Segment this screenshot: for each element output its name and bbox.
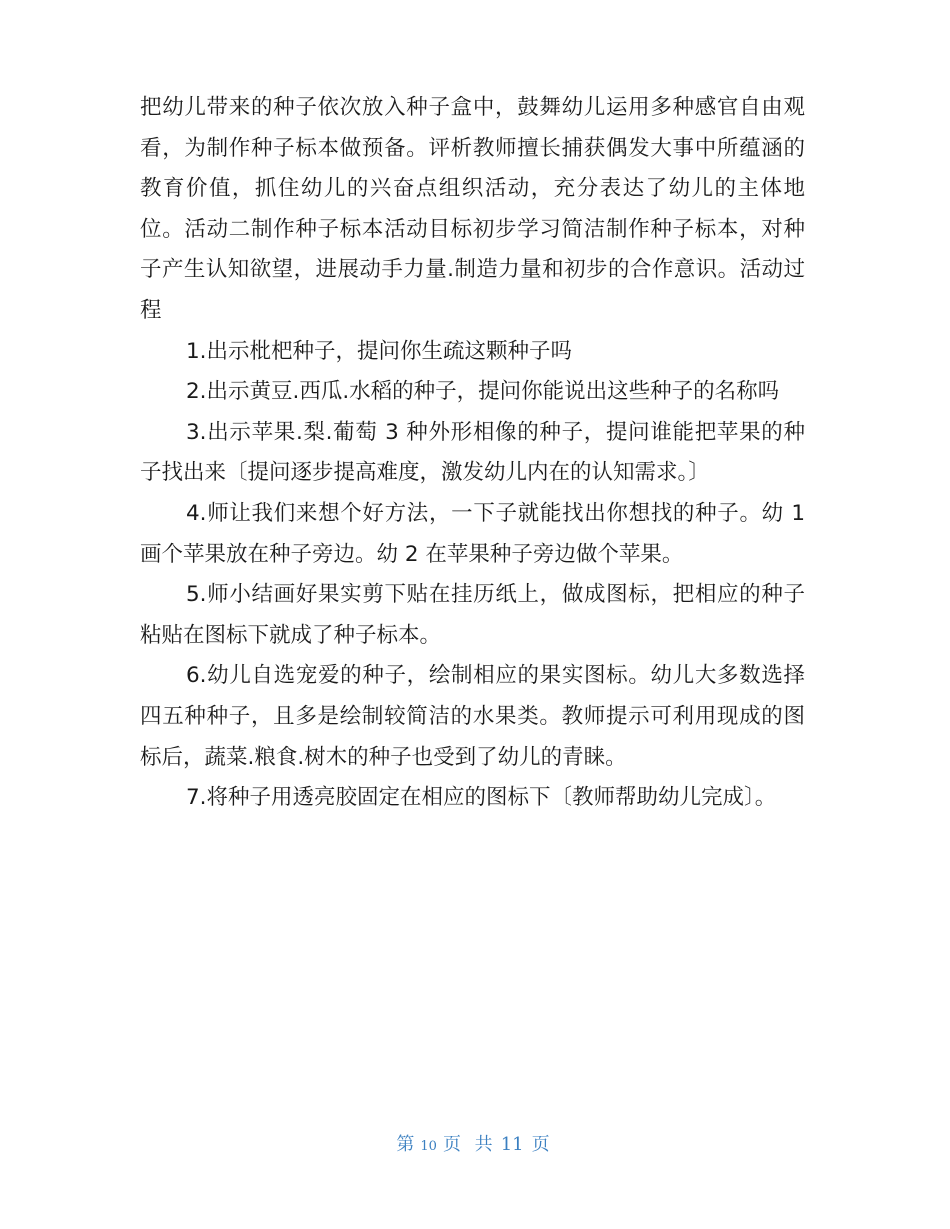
document-body: [140, 88, 805, 819]
footer-middle: 页 共: [442, 1134, 497, 1155]
list-item-2: 2.出示黄豆.西瓜.水稻的种子，提问你能说出这些种子的名称吗: [186, 379, 780, 405]
footer-total-pages: 11: [500, 1134, 524, 1155]
footer-current-page: 10: [420, 1139, 437, 1154]
list-item-4: 4.师让我们来想个好方法，一下子就能找出你想找的种子。幼 1 画个苹果放在种子旁边。幼 2 在苹果种子旁边做个苹果。: [140, 500, 805, 567]
paragraph-intro: 把幼儿带来的种子依次放入种子盒中，鼓舞幼儿运用多种感官自由观看，为制作种子标本做预备。评析教师擅长捕获偶发大事中所蕴涵的教育价值，抓住幼儿的兴奋点组织活动，充分表达了幼儿的主体地位。活动二制作种子标本活动目标初步学习简洁制作种子标本，对种子产生认知欲望，进展动手力量.制造力量和初步的合作意识。活动过程: [140, 95, 805, 323]
list-item-7: 7.将种子用透亮胶固定在相应的图标下〔教师帮助幼儿完成〕。: [186, 785, 777, 811]
page-footer: [0, 1130, 950, 1156]
footer-suffix: 页: [531, 1134, 554, 1155]
list-item-3: 3.出示苹果.梨.葡萄 3 种外形相像的种子，提问谁能把苹果的种子找出来〔提问逐步提高难度，激发幼儿内在的认知需求。〕: [140, 419, 805, 486]
list-item-6: 6.幼儿自选宠爱的种子，绘制相应的果实图标。幼儿大多数选择四五种种子，且多是绘制较简洁的水果类。教师提示可利用现成的图标后，蔬菜.粮食.树木的种子也受到了幼儿的青睐。: [140, 663, 805, 770]
list-item-1: 1.出示枇杷种子，提问你生疏这颗种子吗: [186, 338, 573, 364]
list-item-5: 5.师小结画好果实剪下贴在挂历纸上，做成图标，把相应的种子粘贴在图标下就成了种子标本。: [140, 582, 805, 648]
footer-prefix: 第: [396, 1134, 419, 1155]
